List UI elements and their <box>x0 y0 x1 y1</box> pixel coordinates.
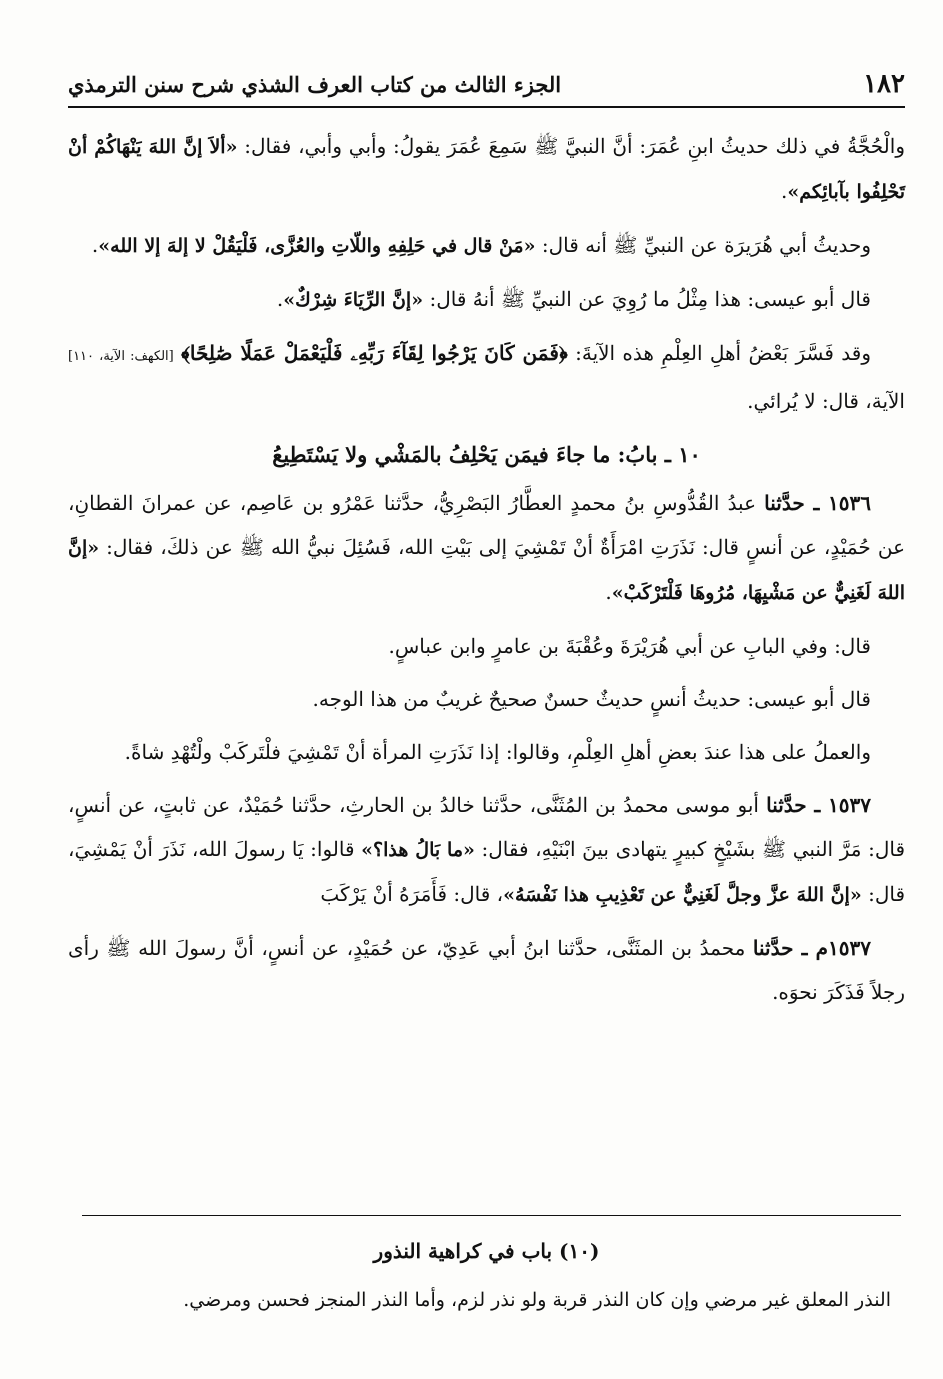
hadith-text: عبدُ القُدُّوسِ بنُ محمدٍ العطَّارُ البَصْرِيُّ، حدَّثنا عَمْرُو بن عَاصِم، عن عمرانَ القطانِ، عن حُمَيْدٍ، عن أنسٍ قال: نَذَرَتِ امْرَأَةٌ أنْ تَمْشِيَ إلى بَيْتِ الله، فَسُئِلَ نبيُّ الله ﷺ عن ذلكَ، فقال: <box>68 491 905 559</box>
footnote-text: النذر المعلق غير مرضي وإن كان النذر قربة ولو نذر لزم، وأما النذر المنجز فحسن ومرضي. <box>183 1289 891 1311</box>
chapter-heading: ١٠ ـ بابُ: ما جاءَ فيمَن يَحْلِفُ بالمَشْي ولا يَسْتَطِيعُ <box>272 442 701 467</box>
hadith-1537m <box>68 926 905 1014</box>
paragraph-abu-hurayra <box>68 223 905 268</box>
hadith-quote: «إنَّ الرِّيَاءَ شِرْكٌ» <box>283 289 424 311</box>
paragraph-end: . <box>605 580 612 604</box>
paragraph-text: وقد فَسَّرَ بَعْضُ أهلِ العِلْمِ هذه الآيةَ: <box>567 341 871 365</box>
hadith-number: ١٥٣٧م ـ حدَّثنا <box>752 936 871 960</box>
hadith-quote: «ما بَالُ هذا؟» <box>361 839 475 861</box>
paragraph-abu-isa <box>68 277 905 322</box>
quran-verse: ﴿فَمَن كَانَ يَرْجُوا لِقَآءَ رَبِّهِۦ فَلْيَعْمَلْ عَمَلًا صَٰلِحًا﴾ <box>181 341 568 365</box>
hadith-1537 <box>68 783 905 917</box>
main-text <box>68 124 905 1023</box>
hadith-text: محمدُ بن المثَنَّى، حدَّثنا ابنُ أبي عَدِيّ، عن حُمَيْدٍ، عن أنسٍ، أنَّ رسولَ الله ﷺ رأى رجلاً فَذَكَرَ نحوَه. <box>68 936 905 1004</box>
page-number: ١٨٢ <box>863 69 905 99</box>
paragraph-evidence <box>68 124 905 214</box>
verse-reference: [الكهف: الآية، ١١٠] <box>68 349 174 364</box>
paragraph-bab: قال: وفي البابِ عن أبي هُرَيْرَةَ وعُقْبَةَ بن عامرٍ وابن عباسٍ. <box>388 634 871 658</box>
paragraph-text: قال أبو عيسى: هذا مِثْلُ ما رُوِيَ عن النبيِّ ﷺ أنهُ قال: <box>423 287 871 311</box>
paragraph-verse <box>68 331 905 423</box>
paragraph-end: . <box>276 287 284 311</box>
paragraph-end: الآية، قال: لا يُرائي. <box>747 389 905 413</box>
footnote-divider <box>82 1215 901 1216</box>
hadith-number: ١٥٣٦ ـ حدَّثنا <box>764 491 871 515</box>
hadith-quote: «مَنْ قال في حَلِفِهِ واللّاتِ والعُزَّى، فَلْيَقُلْ لا إلهَ إلا الله» <box>98 235 536 257</box>
running-title: الجزء الثالث من كتاب العرف الشذي شرح سنن الترمذي <box>68 71 562 97</box>
paragraph-text: وحديثُ أبي هُرَيرَة عن النبيِّ ﷺ أنه قال: <box>535 233 871 257</box>
paragraph-grading: قال أبو عيسى: حديثُ أنسٍ حديثٌ حسنٌ صحيحٌ غريبٌ من هذا الوجه. <box>312 687 871 711</box>
paragraph-end: . <box>91 233 99 257</box>
running-header <box>68 62 905 108</box>
paragraph-text: والْحُجَّةُ في ذلك حديثُ ابنِ عُمَرَ: أنَّ النبيَّ ﷺ سَمِعَ عُمَرَ يقولُ: وأبي وأبي، فقال: <box>237 134 905 158</box>
hadith-text: قالوا: يَا رسولَ الله، نَذَرَ أنْ يَمْشِيَ، قال: <box>68 837 905 906</box>
hadith-text: أبو موسى محمدُ بن المُثَنَّى، حدَّثنا خالدُ بن الحارثِ، حدَّثنا حُمَيْدٌ، عن ثابتٍ، عن أنسٍ، قال: مَرَّ النبي ﷺ بشَيْخٍ كبيرٍ يتهادى بينَ ابْنَيْهِ، فقال: <box>68 793 906 861</box>
hadith-quote: «إنَّ اللهَ لَغَنِيٌّ عن مَشْيِهَا، مُرُوهَا فَلْتَرْكَبْ» <box>68 537 905 604</box>
hadith-quote: «ألاَ إنَّ اللهَ يَنْهَاكُمْ أنْ تَحْلِفُوا بآبائِكم» <box>68 136 905 203</box>
hadith-1536 <box>68 481 905 615</box>
paragraph-end: . <box>781 179 788 203</box>
paragraph-end: ، قال: فَأَمَرَهُ أنْ يَرْكَبَ <box>320 882 504 906</box>
footnote-title: (١٠) باب في كراهية النذور <box>373 1239 600 1263</box>
hadith-quote: «إنَّ اللهَ عزَّ وجلَّ لَغَنِيٌّ عن تَعْذِيبِ هذا نَفْسَهُ» <box>503 884 862 906</box>
hadith-number: ١٥٣٧ ـ حدَّثنا <box>766 793 871 817</box>
paragraph-practice: والعملُ على هذا عندَ بعضِ أهلِ العِلْمِ، وقالوا: إذا نَذَرَتِ المرأة أنْ تَمْشِيَ فلْتَركَبْ ولْتُهْدِ شاةً. <box>124 740 871 764</box>
